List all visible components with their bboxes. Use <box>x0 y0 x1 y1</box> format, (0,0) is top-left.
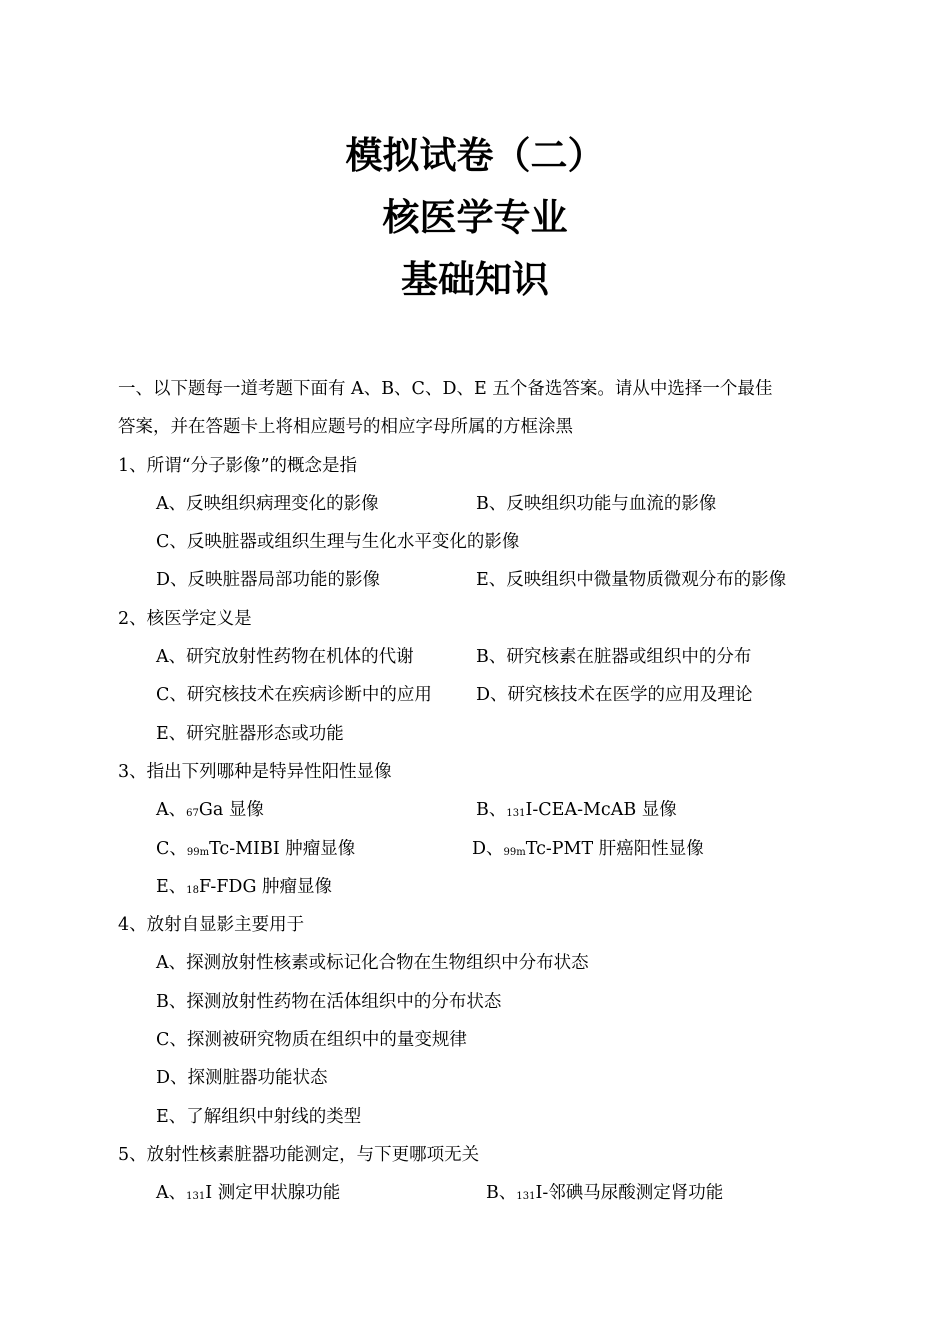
question-5-option-b <box>486 1174 723 1212</box>
question-2-stem: 2、核医学定义是 <box>118 608 252 629</box>
question-3-option-e <box>156 868 332 906</box>
question-4-options-c <box>118 1021 838 1059</box>
question-3-option-a <box>156 791 476 829</box>
question-4-options-e <box>118 1098 838 1136</box>
instructions-line-1: 一、以下题每一道考题下面有 A、B、C、D、E 五个备选答案。请从中选择一个最佳 <box>118 379 773 399</box>
option-text: Ga 显像 <box>198 800 264 821</box>
question-2-option-a: A、研究放射性药物在机体的代谢 <box>156 647 414 668</box>
question-5-stem: 5、放射性核素脏器功能测定，与下更哪项无关 <box>118 1144 480 1165</box>
option-text: I-CEA-McAB 显像 <box>525 800 677 821</box>
question-4-option-b: B、探测放射性药物在活体组织中的分布状态 <box>156 991 502 1012</box>
question-1-options-ab <box>118 485 838 523</box>
isotope-mass-number: 131 <box>506 808 526 820</box>
question-1-options-c <box>118 523 838 561</box>
option-letter: B、 <box>476 800 507 821</box>
question-1-options-de <box>118 561 838 599</box>
question-1-option-c: C、反映脏器或组织生理与生化水平变化的影像 <box>156 532 520 553</box>
option-letter: E、 <box>156 876 187 897</box>
question-4-option-d: D、探测脏器功能状态 <box>156 1068 328 1089</box>
option-text: Tc-PMT 肝癌阳性显像 <box>525 838 704 859</box>
question-3-options-cd <box>118 830 838 868</box>
question-3-option-c <box>156 830 472 868</box>
question-2-option-e: E、研究脏器形态或功能 <box>156 723 344 744</box>
option-text: Tc-MIBI 肿瘤显像 <box>209 838 356 859</box>
instructions-line-2: 答案，并在答题卡上将相应题号的相应字母所属的方框涂黑 <box>118 417 573 438</box>
option-letter: A、 <box>156 800 187 821</box>
question-4-options-d <box>118 1059 838 1097</box>
isotope-mass-number: 99m <box>503 846 526 858</box>
question-list <box>118 370 838 1213</box>
question-4-options-a <box>118 944 838 982</box>
question-5-options-ab <box>118 1174 838 1212</box>
question-4-option-c: C、探测被研究物质在组织中的量变规律 <box>156 1030 467 1051</box>
option-text: I-邻碘马尿酸测定肾功能 <box>535 1183 724 1204</box>
option-letter: A、 <box>156 1183 187 1204</box>
isotope-mass-number: 99m <box>186 846 210 858</box>
isotope-mass-number: 131 <box>186 1191 206 1203</box>
question-1-option-b: B、反映组织功能与血流的影像 <box>476 493 717 514</box>
exam-subject: 核医学专业 <box>382 196 568 239</box>
question-3-option-b <box>476 791 677 829</box>
exam-section: 基础知识 <box>401 258 549 301</box>
question-2-option-d: D、研究核技术在医学的应用及理论 <box>476 685 753 706</box>
isotope-mass-number: 67 <box>186 808 199 820</box>
question-2-options-ab <box>118 638 838 676</box>
question-1-stem: 1、所谓“分子影像”的概念是指 <box>118 455 358 476</box>
option-letter: C、 <box>156 838 187 859</box>
question-2-options-e <box>118 715 838 753</box>
question-1-option-d: D、反映脏器局部功能的影像 <box>156 570 381 591</box>
question-4-stem: 4、放射自显影主要用于 <box>118 915 305 936</box>
option-text: F-FDG 肿瘤显像 <box>199 876 332 897</box>
isotope-mass-number: 131 <box>516 1191 536 1203</box>
question-3-options-ab <box>118 791 838 829</box>
question-5-option-a <box>156 1174 486 1212</box>
question-4-option-a: A、探测放射性核素或标记化合物在生物组织中分布状态 <box>156 953 589 974</box>
isotope-mass-number: 18 <box>186 884 200 896</box>
question-2-option-b: B、研究核素在脏器或组织中的分布 <box>476 647 752 668</box>
question-1-option-e: E、反映组织中微量物质微观分布的影像 <box>476 570 787 591</box>
question-3-options-e <box>118 868 838 906</box>
question-4-option-e: E、了解组织中射线的类型 <box>156 1106 362 1127</box>
option-text: I 测定甲状腺功能 <box>205 1183 341 1204</box>
question-2-option-c: C、研究核技术在疾病诊断中的应用 <box>156 685 432 706</box>
question-1-option-a: A、反映组织病理变化的影像 <box>156 493 379 514</box>
question-3-stem: 3、指出下列哪种是特异性阳性显像 <box>118 761 392 782</box>
option-letter: D、 <box>472 838 504 859</box>
question-4-options-b <box>118 983 838 1021</box>
exam-title: 模拟试卷（二） <box>345 134 605 177</box>
title-block <box>0 128 950 314</box>
question-2-options-cd <box>118 676 838 714</box>
option-letter: B、 <box>486 1183 517 1204</box>
question-3-option-d <box>472 830 704 868</box>
